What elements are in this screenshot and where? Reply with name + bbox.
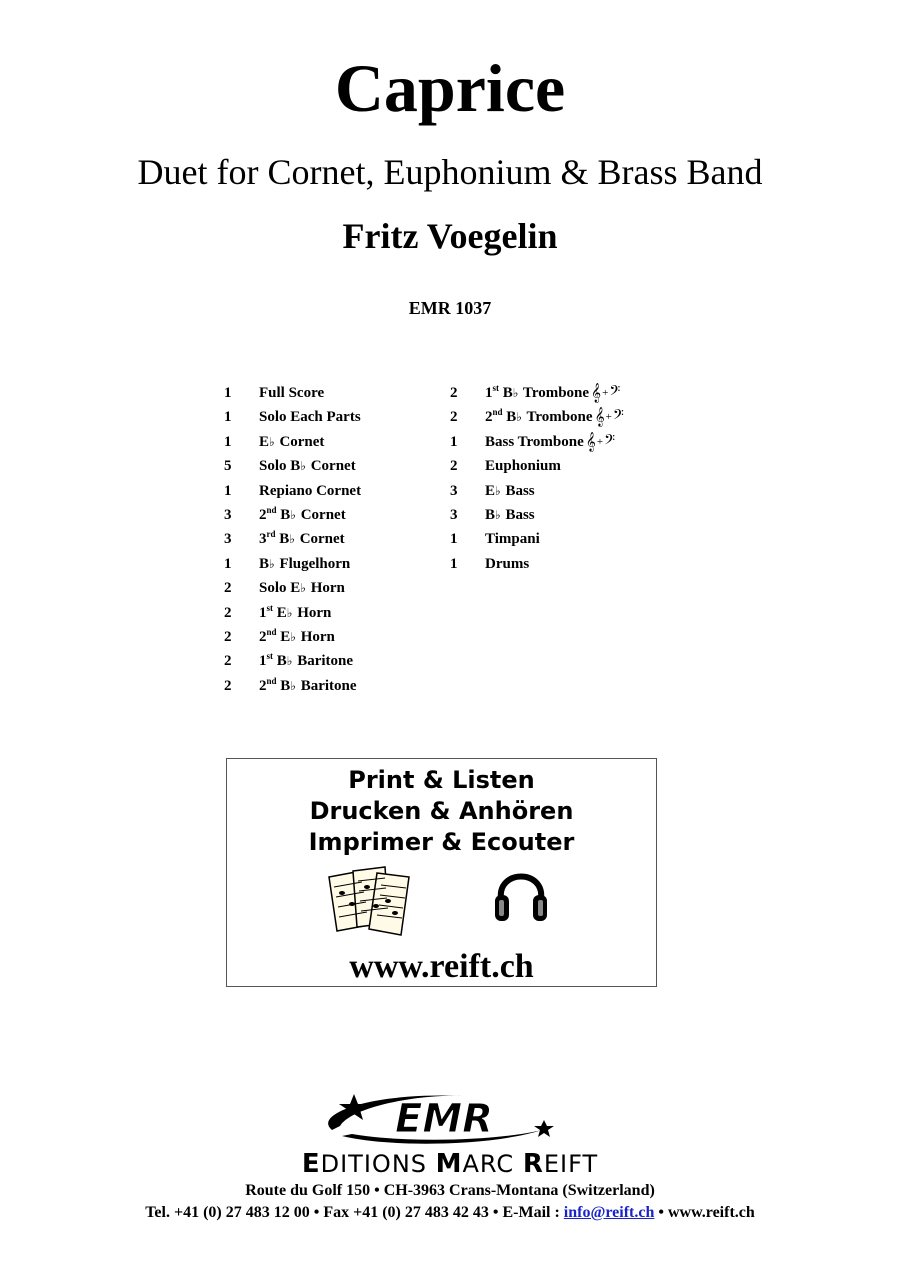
part-instrument: Trombone [526,409,593,426]
emr-logo [312,1090,562,1150]
publisher-word-reift: EIFT [543,1150,599,1178]
part-instrument: Repiano Cornet [259,482,362,499]
part-instrument: Cornet [299,531,345,548]
part-key: E [290,580,301,597]
part-name [259,454,356,478]
contact-phone-fax: Tel. +41 (0) 27 483 12 00 • Fax +41 (0) 27 483 42 43 • E-Mail : [145,1204,564,1221]
part-instrument: Solo Each Parts [259,409,361,426]
part-row [224,405,361,429]
part-row [450,430,624,454]
sheet-music-icon [325,863,420,938]
part-name [485,527,540,551]
part-quantity: 2 [450,409,458,426]
publisher-address: Route du Golf 150 • CH-3963 Crans-Montana (Switzerland) [245,1182,655,1199]
part-quantity: 1 [450,433,458,450]
part-quantity: 3 [224,531,232,548]
flat-sign-icon: ♭ [289,532,295,547]
part-name [259,552,350,576]
promo-line-english: Print & Listen [348,766,535,794]
part-key: B [259,555,270,572]
ordinal-suffix: nd [492,407,503,418]
part-quantity: 2 [450,458,458,475]
part-instrument: Horn [310,580,345,597]
part-instrument: Bass [505,506,535,523]
part-name [259,649,353,673]
catalog-number: EMR 1037 [408,298,492,318]
part-row [224,576,361,600]
part-quantity: 3 [450,482,458,499]
part-name [259,430,324,454]
flat-sign-icon: ♭ [300,459,306,474]
flat-sign-icon: ♭ [512,386,519,400]
part-ordinal: 1 [259,653,267,670]
part-key: B [502,385,513,401]
page-title: Caprice [334,50,566,126]
part-name [259,503,346,527]
part-quantity: 1 [224,385,232,401]
part-name [485,405,593,429]
part-row [224,552,361,576]
part-key: E [280,628,291,645]
part-name [259,381,324,405]
part-row [450,381,624,405]
part-ordinal: 1 [485,385,493,401]
part-name [485,430,584,454]
plus-sign: + [596,435,604,448]
part-key: E [259,433,270,450]
part-key: B [279,531,290,548]
part-name [485,454,561,478]
bass-clef-icon: 𝄢 [604,431,615,451]
part-row [224,454,361,478]
part-instrument: Horn [297,604,332,621]
part-quantity: 1 [450,531,458,548]
part-key: E [485,482,496,499]
part-name [485,503,535,527]
ordinal-suffix: nd [266,504,277,515]
part-row [450,405,624,429]
part-row [224,479,361,503]
headphones-icon [491,859,551,927]
plus-sign: + [602,387,609,399]
part-row [450,479,624,503]
part-name [259,479,361,503]
ordinal-suffix: st [266,602,273,613]
part-ordinal: 1 [259,604,267,621]
part-ordinal: Solo [259,580,287,597]
flat-sign-icon: ♭ [286,654,293,669]
part-quantity: 5 [224,458,232,475]
publisher-initial-r: R [522,1149,544,1179]
treble-clef-icon: 𝄞 [594,407,605,427]
part-name [259,405,361,429]
part-ordinal: 2 [259,506,267,523]
parts-list-left [224,381,361,698]
part-row [450,552,624,576]
part-quantity: 1 [224,482,232,499]
part-key: B [276,653,287,670]
part-quantity: 2 [224,677,232,694]
part-ordinal: 2 [259,628,267,645]
flat-sign-icon: ♭ [495,483,501,498]
email-link[interactable]: info@reift.ch [563,1204,655,1221]
part-row [224,674,361,698]
part-key: B [290,458,301,475]
page-subtitle: Duet for Cornet, Euphonium & Brass Band [137,152,763,192]
flat-sign-icon: ♭ [269,434,275,449]
part-instrument: Bass Trombone [485,433,584,450]
part-ordinal: 2 [485,409,493,426]
ordinal-suffix: st [266,651,273,662]
part-ordinal: 2 [259,677,267,694]
part-name [485,479,535,503]
publisher-initial-e: E [301,1149,321,1179]
parts-list-right [450,381,624,576]
part-instrument: Full Score [259,385,325,401]
flat-sign-icon: ♭ [290,507,296,522]
flat-sign-icon: ♭ [286,605,293,620]
part-instrument: Cornet [310,458,356,475]
part-ordinal: 3 [259,531,267,548]
plus-sign: + [605,411,612,424]
clef-options [586,430,615,454]
ordinal-suffix: nd [266,675,277,686]
part-row [450,454,624,478]
part-key: B [485,506,496,523]
composer-name: Fritz Voegelin [342,216,558,256]
part-name [259,625,335,649]
promo-line-french: Imprimer & Ecouter [308,828,575,856]
part-quantity: 2 [224,653,232,670]
part-row [224,527,361,551]
part-key: B [506,409,517,426]
promo-url[interactable]: www.reift.ch [349,948,534,985]
part-instrument: Cornet [300,506,346,523]
flat-sign-icon: ♭ [516,410,522,425]
part-instrument: Trombone [522,385,590,401]
part-quantity: 1 [224,555,232,572]
part-name [259,601,331,625]
part-row [224,601,361,625]
print-listen-box[interactable] [226,758,657,987]
part-instrument: Euphonium [485,458,561,475]
part-quantity: 3 [224,506,232,523]
part-row [224,430,361,454]
part-ordinal: Solo [259,458,287,475]
flat-sign-icon: ♭ [269,556,275,571]
part-quantity: 2 [224,604,232,621]
flat-sign-icon: ♭ [495,507,501,522]
part-quantity: 2 [224,580,232,597]
part-row [224,381,361,405]
ordinal-suffix: nd [266,626,277,637]
part-key: B [280,677,291,694]
part-instrument: Drums [485,555,530,572]
part-name [485,381,589,405]
part-instrument: Timpani [485,531,540,548]
publisher-word-marc: ARC [462,1150,523,1178]
publisher-initial-m: M [435,1149,463,1179]
part-quantity: 2 [450,385,458,401]
part-row [224,503,361,527]
part-name [259,674,357,698]
part-name [485,552,529,576]
part-instrument: Baritone [300,677,357,694]
ordinal-suffix: rd [266,529,276,540]
bass-clef-icon: 𝄢 [609,383,621,402]
publisher-word-editions: DITIONS [320,1150,436,1178]
part-instrument: Baritone [297,653,354,670]
part-instrument: Flugelhorn [279,555,351,572]
flat-sign-icon: ♭ [300,581,306,596]
clef-options [595,405,624,429]
part-instrument: Horn [300,628,335,645]
part-row [224,625,361,649]
part-quantity: 1 [224,409,232,426]
part-name [259,576,345,600]
flat-sign-icon: ♭ [290,678,296,693]
emr-logo-text: EMR [395,1096,493,1142]
part-quantity: 3 [450,506,458,523]
part-quantity: 1 [450,555,458,572]
clef-options [591,381,620,405]
contact-website: • www.reift.ch [654,1204,755,1221]
publisher-name [0,1150,900,1178]
part-quantity: 2 [224,628,232,645]
part-key: B [280,506,291,523]
part-instrument: Cornet [279,433,325,450]
part-row [224,649,361,673]
part-quantity: 1 [224,433,232,450]
treble-clef-icon: 𝄞 [585,431,596,451]
bass-clef-icon: 𝄢 [612,407,624,427]
promo-line-german: Drucken & Anhören [309,797,574,825]
part-key: E [276,604,287,621]
part-name [259,527,345,551]
part-row [450,527,624,551]
treble-clef-icon: 𝄞 [591,383,602,402]
part-instrument: Bass [505,482,535,499]
part-row [450,503,624,527]
publisher-contact [0,1202,900,1224]
ordinal-suffix: st [492,383,499,393]
flat-sign-icon: ♭ [290,629,296,644]
